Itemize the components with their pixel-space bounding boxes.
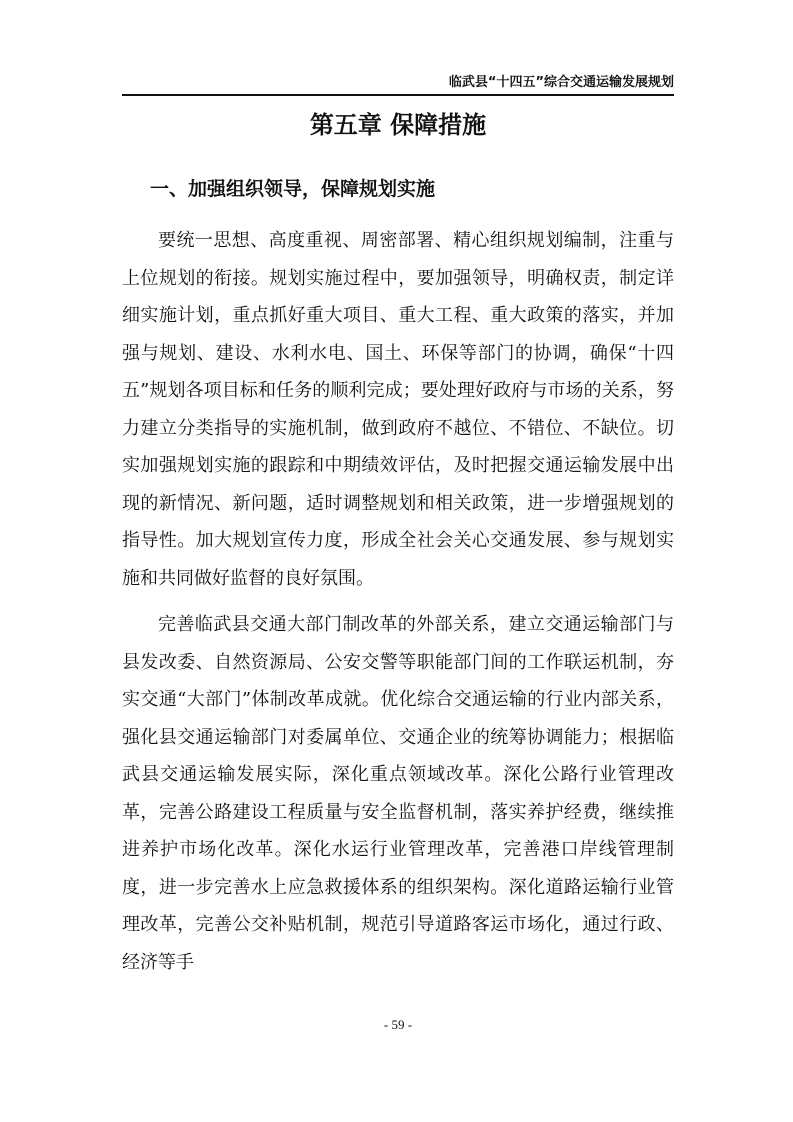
body-text — [122, 222, 674, 981]
chapter-title: 第五章 保障措施 — [309, 111, 487, 139]
paragraph: 要统一思想、高度重视、周密部署、精心组织规划编制，注重与上位规划的衔接。规划实施过程中，要加强领导，明确权责，制定详细实施计划，重点抓好重大项目、重大工程、重大政策的落实，并加强与规划、建设、水利水电、国土、环保等部门的协调，确保“十四五”规划各项目标和任务的顺利完成；要处理好政府与市场的关系，努力建立分类指导的实施机制，做到政府不越位、不错位、不缺位。切实加强规划实施的跟踪和中期绩效评估，及时把握交通运输发展中出现的新情况、新问题，适时调整规划和相关政策，进一步增强规划的指导性。加大规划宣传力度，形成全社会关心交通发展、参与规划实施和共同做好监督的良好氛围。 — [122, 230, 674, 589]
page-number: - 59 - — [383, 1017, 413, 1032]
running-header-title: 临武县“十四五”综合交通运输发展规划 — [448, 75, 674, 90]
paragraph: 完善临武县交通大部门制改革的外部关系，建立交通运输部门与县发改委、自然资源局、公安交警等职能部门间的工作联运机制，夯实交通“大部门”体制改革成就。优化综合交通运输的行业内部关系，强化县交通运输部门对委属单位、交通企业的统筹协调能力；根据临武县交通运输发展实际，深化重点领域改革。深化公路行业管理改革，完善公路建设工程质量与安全监督机制，落实养护经费，继续推进养护市场化改革。深化水运行业管理改革，完善港口岸线管理制度，进一步完善水上应急救援体系的组织架构。深化道路运输行业管理改革，完善公交补贴机制，规范引导道路客运市场化，通过行政、经济等手 — [122, 614, 674, 973]
header-divider — [122, 94, 674, 96]
section-heading: 一、加强组织领导，保障规划实施 — [150, 178, 436, 200]
